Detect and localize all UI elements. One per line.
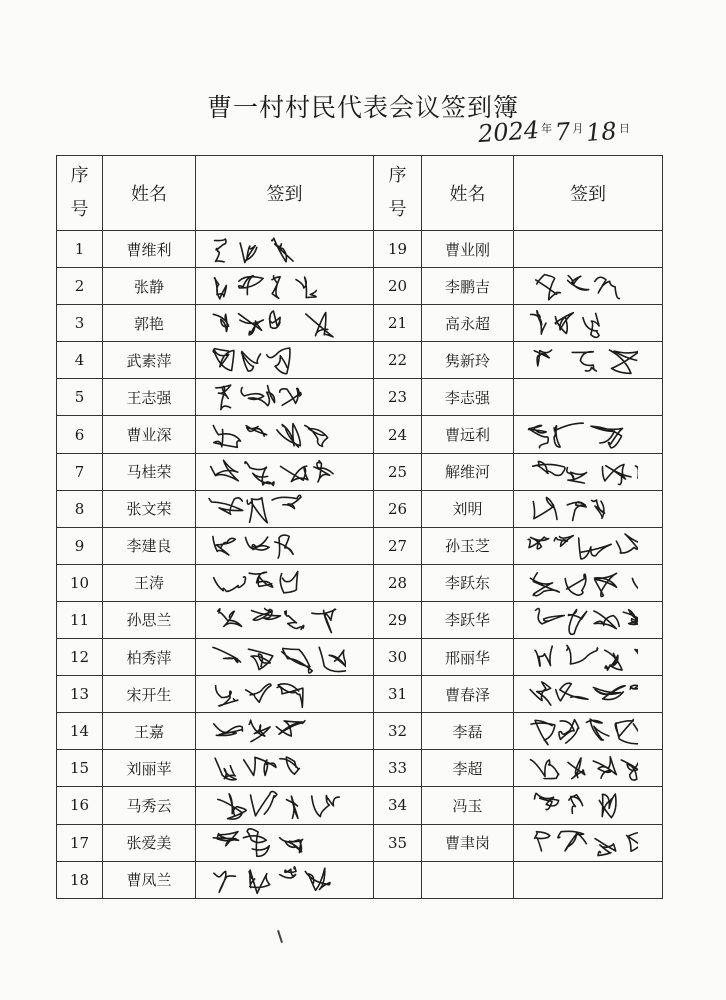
- signature-cell-right: [514, 268, 663, 305]
- member-name-right: 刘明: [422, 490, 514, 527]
- signature-cell-left: [196, 527, 374, 564]
- seq-number-right: 23: [374, 379, 422, 416]
- seq-number-left: 6: [57, 416, 103, 453]
- signature-stroke: [214, 276, 316, 299]
- seq-number-left: 7: [57, 453, 103, 490]
- seq-number-left: 9: [57, 527, 103, 564]
- seq-number-right: 27: [374, 527, 422, 564]
- signature-stroke: [215, 757, 299, 780]
- signature-cell-right: [514, 416, 663, 453]
- seq-number-right: 35: [374, 824, 422, 861]
- signature-scribble: [514, 639, 638, 675]
- signature-cell-left: [196, 787, 374, 824]
- table-row: [57, 861, 663, 898]
- signature-stroke: [216, 684, 303, 708]
- signature-scribble: [514, 416, 638, 452]
- header-seq-left: 序 号: [57, 156, 103, 231]
- signature-scribble: [196, 750, 346, 786]
- signature-stroke: [531, 757, 639, 780]
- seq-number-left: 15: [57, 750, 103, 787]
- member-name-right: 李鹏吉: [422, 268, 514, 305]
- signature-scribble: [196, 491, 346, 527]
- header-seq-right: 序 号: [374, 156, 422, 231]
- signature-cell-left: [196, 639, 374, 676]
- signature-scribble: [196, 825, 346, 861]
- signature-stroke: [213, 535, 293, 558]
- seq-number-left: 16: [57, 787, 103, 824]
- signature-stroke: [214, 720, 305, 741]
- header-row: [57, 156, 663, 231]
- signature-cell-right: [514, 787, 663, 824]
- signature-cell-left: [196, 268, 374, 305]
- signature-scribble: [196, 342, 346, 378]
- header-name-right: 姓名: [422, 156, 514, 231]
- seq-number-right: 22: [374, 342, 422, 379]
- date-day-unit: 日: [618, 122, 630, 135]
- table-row: [57, 231, 663, 268]
- signature-stroke: [530, 573, 638, 597]
- signature-scribble: [196, 713, 346, 749]
- signature-cell-left: [196, 564, 374, 601]
- signature-scribble: [514, 528, 638, 564]
- date-month: 7: [554, 117, 572, 147]
- signature-cell-right: [514, 713, 663, 750]
- signature-stroke: [530, 682, 638, 707]
- signature-cell-left: [196, 490, 374, 527]
- member-name-right: 李磊: [422, 713, 514, 750]
- member-name-right: 曹远利: [422, 416, 514, 453]
- signature-scribble: [514, 713, 638, 749]
- table-row: [57, 750, 663, 787]
- date-year-unit: 年: [541, 122, 553, 135]
- member-name-left: 马桂荣: [103, 453, 196, 490]
- signature-scribble: [196, 268, 346, 304]
- table-row: [57, 527, 663, 564]
- seq-number-right: 31: [374, 676, 422, 713]
- table-row: [57, 639, 663, 676]
- header-sign-right: 签到: [514, 156, 663, 231]
- seq-number-left: 11: [57, 601, 103, 638]
- seq-number-right: 30: [374, 639, 422, 676]
- seq-number-right: 26: [374, 490, 422, 527]
- signature-stroke: [535, 794, 616, 818]
- member-name-left: 曹维利: [103, 231, 196, 268]
- seq-number-left: 3: [57, 305, 103, 342]
- signature-stroke: [533, 459, 638, 484]
- member-name-left: 马秀云: [103, 787, 196, 824]
- member-name-right: 解维河: [422, 453, 514, 490]
- stray-pen-mark: [277, 930, 283, 943]
- signature-stroke: [536, 275, 620, 300]
- signature-stroke: [215, 238, 294, 262]
- table-row: [57, 601, 663, 638]
- signature-stroke: [213, 311, 333, 337]
- signature-cell-left: [196, 416, 374, 453]
- signature-cell-right: [514, 824, 663, 861]
- member-name-right: 李跃华: [422, 601, 514, 638]
- signature-stroke: [535, 831, 638, 855]
- signature-stroke: [214, 866, 330, 893]
- member-name-left: 曹凤兰: [103, 861, 196, 898]
- signature-cell-left: [196, 453, 374, 490]
- signature-stroke: [213, 647, 346, 673]
- member-name-right: 高永超: [422, 305, 514, 342]
- seq-number-right: 25: [374, 453, 422, 490]
- member-name-left: 宋开生: [103, 676, 196, 713]
- table-row: [57, 268, 663, 305]
- seq-number-left: 1: [57, 231, 103, 268]
- signature-stroke: [209, 495, 301, 522]
- signature-stroke: [528, 534, 638, 559]
- member-name-left: 曹业深: [103, 416, 196, 453]
- signature-scribble: [514, 454, 638, 490]
- seq-number-right: 33: [374, 750, 422, 787]
- member-name-right: 曹春泽: [422, 676, 514, 713]
- signature-cell-right: [514, 231, 663, 268]
- table-row: [57, 453, 663, 490]
- signature-cell-left: [196, 601, 374, 638]
- signature-scribble: [196, 862, 346, 898]
- signature-scribble: [196, 231, 346, 267]
- seq-number-right: 20: [374, 268, 422, 305]
- signature-scribble: [196, 639, 346, 675]
- seq-number-right: 29: [374, 601, 422, 638]
- signature-cell-left: [196, 379, 374, 416]
- table-row: [57, 787, 663, 824]
- signature-cell-right: [514, 305, 663, 342]
- table-row: [57, 713, 663, 750]
- member-name-right: 邢丽华: [422, 639, 514, 676]
- table-row: [57, 342, 663, 379]
- header-name-left: 姓名: [103, 156, 196, 231]
- signature-cell-right: [514, 453, 663, 490]
- signature-stroke: [533, 497, 604, 520]
- date-month-unit: 月: [572, 122, 584, 135]
- signature-stroke: [529, 424, 623, 449]
- signature-scribble: [514, 825, 638, 861]
- seq-number-right: 28: [374, 564, 422, 601]
- signature-scribble: [196, 379, 346, 415]
- signature-stroke: [536, 608, 638, 634]
- signature-scribble: [196, 602, 346, 638]
- signature-scribble: [514, 342, 638, 378]
- seq-number-right: [374, 861, 422, 898]
- table-row: [57, 416, 663, 453]
- member-name-right: [422, 861, 514, 898]
- table-row: [57, 490, 663, 527]
- member-name-left: 王志强: [103, 379, 196, 416]
- member-name-left: 孙思兰: [103, 601, 196, 638]
- document-title: 曹一村村民代表会议签到簿: [206, 93, 519, 122]
- handwritten-date: [477, 115, 633, 152]
- signature-scribble: [514, 676, 638, 712]
- seq-number-left: 2: [57, 268, 103, 305]
- member-name-left: 柏秀萍: [103, 639, 196, 676]
- seq-number-left: 18: [57, 861, 103, 898]
- signature-cell-left: [196, 824, 374, 861]
- table-row: [57, 305, 663, 342]
- seq-number-left: 12: [57, 639, 103, 676]
- signature-scribble: [514, 491, 638, 527]
- seq-number-right: 24: [374, 416, 422, 453]
- signature-cell-right: [514, 379, 663, 416]
- seq-number-left: 8: [57, 490, 103, 527]
- signature-scribble: [196, 305, 346, 341]
- signature-stroke: [534, 350, 638, 373]
- member-name-left: 刘丽苹: [103, 750, 196, 787]
- signature-stroke: [211, 460, 333, 485]
- signature-cell-right: [514, 676, 663, 713]
- header-sign-left: 签到: [196, 156, 374, 231]
- signature-scribble: [514, 305, 638, 341]
- member-name-left: 张爱美: [103, 824, 196, 861]
- seq-number-left: 13: [57, 676, 103, 713]
- member-name-right: 孙玉芝: [422, 527, 514, 564]
- signature-stroke: [531, 311, 600, 338]
- signature-scribble: [196, 416, 346, 452]
- signature-cell-right: [514, 490, 663, 527]
- signature-scribble: [196, 528, 346, 564]
- signature-cell-left: [196, 750, 374, 787]
- signature-scribble: [514, 787, 638, 823]
- member-name-left: 张静: [103, 268, 196, 305]
- signature-stroke: [213, 424, 327, 448]
- signature-stroke: [218, 792, 339, 820]
- signature-stroke: [531, 719, 638, 745]
- member-name-left: 王涛: [103, 564, 196, 601]
- signature-cell-right: [514, 527, 663, 564]
- signature-cell-left: [196, 231, 374, 268]
- signature-scribble: [514, 602, 638, 638]
- signature-cell-right: [514, 342, 663, 379]
- attendance-table: [56, 155, 663, 899]
- seq-number-left: 14: [57, 713, 103, 750]
- table-row: [57, 564, 663, 601]
- member-name-right: 曹业刚: [422, 231, 514, 268]
- seq-number-right: 19: [374, 231, 422, 268]
- signature-cell-right: [514, 750, 663, 787]
- member-name-left: 郭艳: [103, 305, 196, 342]
- table-row: [57, 379, 663, 416]
- member-name-right: 冯玉: [422, 787, 514, 824]
- signature-cell-right: [514, 639, 663, 676]
- signature-scribble: [196, 676, 346, 712]
- member-name-right: 李志强: [422, 379, 514, 416]
- signature-cell-left: [196, 342, 374, 379]
- signature-scribble: [196, 454, 346, 490]
- signature-scribble: [196, 787, 346, 823]
- signature-scribble: [196, 565, 346, 601]
- table-row: [57, 824, 663, 861]
- member-name-right: 曹聿岗: [422, 824, 514, 861]
- signature-stroke: [216, 385, 301, 410]
- seq-number-right: 34: [374, 787, 422, 824]
- signature-cell-left: [196, 713, 374, 750]
- signature-cell-right: [514, 564, 663, 601]
- member-name-left: 王嘉: [103, 713, 196, 750]
- seq-number-left: 5: [57, 379, 103, 416]
- member-name-right: 李超: [422, 750, 514, 787]
- date-day: 18: [585, 116, 618, 148]
- signature-cell-left: [196, 676, 374, 713]
- member-name-left: 张文荣: [103, 490, 196, 527]
- table-row: [57, 676, 663, 713]
- signature-cell-right: [514, 861, 663, 898]
- member-name-right: 隽新玲: [422, 342, 514, 379]
- seq-number-left: 4: [57, 342, 103, 379]
- signature-stroke: [535, 645, 638, 670]
- member-name-left: 武素萍: [103, 342, 196, 379]
- signature-cell-left: [196, 861, 374, 898]
- seq-number-right: 32: [374, 713, 422, 750]
- signature-stroke: [218, 608, 336, 632]
- signature-stroke: [213, 828, 302, 855]
- member-name-right: 李跃东: [422, 564, 514, 601]
- seq-number-right: 21: [374, 305, 422, 342]
- date-year: 2024: [477, 115, 540, 149]
- signature-stroke: [213, 348, 290, 374]
- signature-scribble: [514, 268, 638, 304]
- signature-scribble: [514, 565, 638, 601]
- seq-number-left: 17: [57, 824, 103, 861]
- signature-cell-right: [514, 601, 663, 638]
- signature-cell-left: [196, 305, 374, 342]
- member-name-left: 李建良: [103, 527, 196, 564]
- seq-number-left: 10: [57, 564, 103, 601]
- signature-scribble: [514, 750, 638, 786]
- signature-stroke: [214, 571, 298, 592]
